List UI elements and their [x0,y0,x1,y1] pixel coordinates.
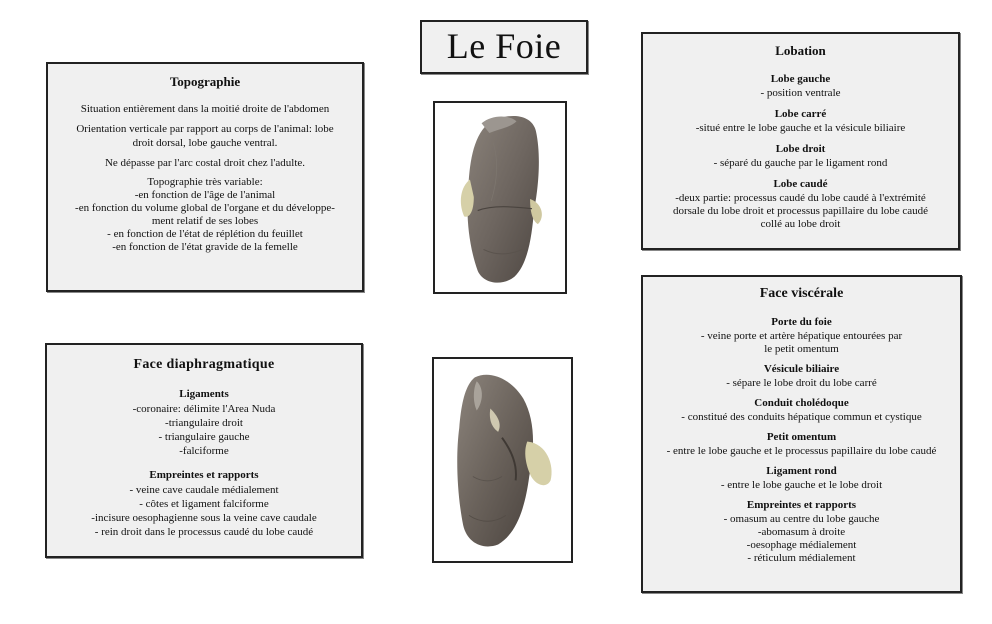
topographie-arc-costal: Ne dépasse par l'arc costal droit chez l'adulte. [104,157,306,169]
lobe-gauche-section [653,73,948,100]
lobation-card [641,32,960,250]
conduit-choledoque-section [653,397,950,424]
section-text: -oesophage médialement [746,539,857,551]
topographie-card [46,62,364,292]
empreintes-rapports-section [653,499,950,565]
vesicule-biliaire-section [653,363,950,390]
empreinte-item: - côtes et ligament falciforme [139,498,269,510]
topographie-orientation [60,122,350,150]
face-viscerale-heading: Face viscérale [759,286,844,301]
empreintes-section [59,468,349,539]
face-viscerale-card [641,275,962,593]
section-heading: Empreintes et rapports [746,499,857,511]
petit-omentum-section [653,431,950,458]
liver-photo-diaphragmatic [433,101,567,294]
lobe-carre-section [653,108,948,135]
section-heading: Conduit cholédoque [754,397,849,409]
lobe-heading: Lobe carré [774,108,827,120]
section-text: - constitué des conduits hépatique commun et cystique [681,411,922,423]
ligament-item: -coronaire: délimite l'Area Nuda [132,403,276,415]
face-diaphragmatique-card [45,343,363,558]
ligaments-section [59,387,349,458]
porte-du-foie-section [653,316,950,356]
page-title: Le Foie [446,26,562,66]
section-text: le petit omentum [764,343,839,355]
topographie-heading: Topographie [169,74,241,89]
section-text: - entre le lobe gauche et le processus papillaire du lobe caudé [666,445,937,457]
topographie-variable [60,176,350,254]
page-title-box [420,20,588,74]
section-text: - omasum au centre du lobe gauche [723,513,880,525]
lobe-text: dorsale du lobe droit et processus papillaire du lobe caudé [672,205,929,217]
topographie-variable-line: -en fonction du volume global de l'organe et du développe- [75,202,335,214]
topographie-variable-line: - en fonction de l'état de réplétion du feuillet [107,228,303,240]
topographie-variable-line: -en fonction de l'état gravide de la femelle [112,241,298,253]
liver-photo-visceral [432,357,573,563]
section-text: - entre le lobe gauche et le lobe droit [720,479,883,491]
section-heading: Petit omentum [766,431,837,443]
lobe-text: - position ventrale [760,87,841,99]
lobe-text: -deux partie: processus caudé du lobe caudé à l'extrémité [675,192,926,204]
liver-visceral-illustration [434,359,571,561]
topographie-variable-line: ment relatif de ses lobes [151,215,259,227]
lobe-droit-section [653,143,948,170]
topographie-orientation-line: droit dorsal, lobe gauche ventral. [132,137,278,149]
lobe-text: collé au lobe droit [760,218,841,230]
ligament-item: - triangulaire gauche [158,431,250,443]
topographie-variable-line: Topographie très variable: [147,176,263,188]
empreinte-item: - veine cave caudale médialement [129,484,279,496]
ligament-item: -falciforme [179,445,229,457]
lobation-heading: Lobation [775,43,826,58]
lobe-text: -situé entre le lobe gauche et la vésicule biliaire [695,122,906,134]
lobe-text: - séparé du gauche par le ligament rond [713,157,888,169]
section-heading: Ligament rond [766,465,837,477]
liver-diaphragmatic-illustration [435,103,565,292]
ligament-rond-section [653,465,950,492]
topographie-situation: Situation entièrement dans la moitié droite de l'abdomen [80,103,330,115]
section-text: -abomasum à droite [757,526,846,538]
section-heading: Vésicule biliaire [763,363,840,375]
topographie-variable-line: -en fonction de l'âge de l'animal [134,189,276,201]
ligament-item: -triangulaire droit [165,417,243,429]
section-text: - veine porte et artère hépatique entourées par [700,330,903,342]
lobe-heading: Lobe gauche [770,73,831,85]
empreinte-item: -incisure oesophagienne sous la veine cave caudale [91,512,317,524]
lobe-heading: Lobe caudé [773,178,828,190]
section-text: - réticulum médialement [747,552,856,564]
section-heading: Porte du foie [771,316,832,328]
empreintes-heading: Empreintes et rapports [149,469,259,481]
lobe-heading: Lobe droit [775,143,826,155]
section-text: - sépare le lobe droit du lobe carré [726,377,877,389]
empreinte-item: - rein droit dans le processus caudé du lobe caudé [94,526,314,538]
lobe-caude-section [653,178,948,231]
topographie-orientation-line: Orientation verticale par rapport au corps de l'animal: lobe [76,123,334,135]
ligaments-heading: Ligaments [179,388,229,400]
face-diaphragmatique-heading: Face diaphragmatique [133,357,275,372]
